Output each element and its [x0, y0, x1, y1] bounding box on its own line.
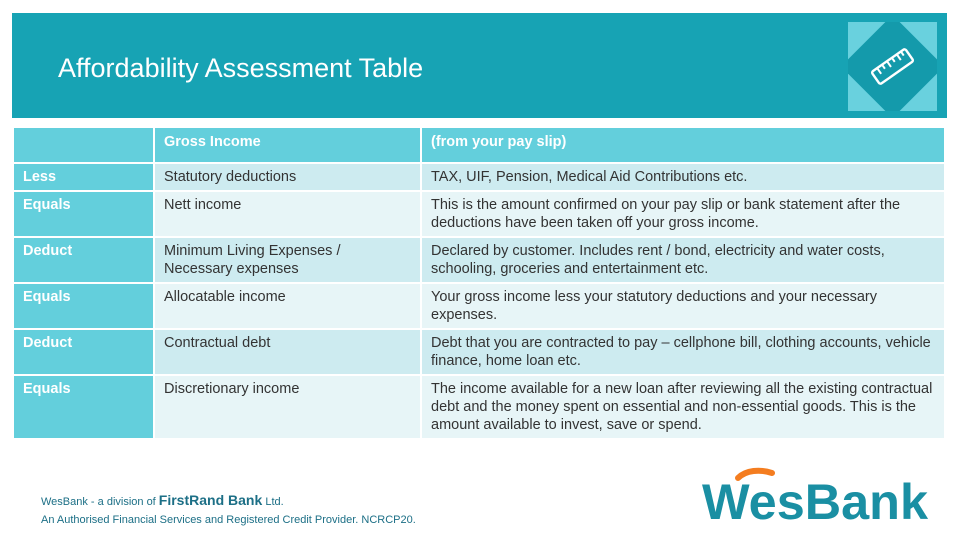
footer-disclaimer: [41, 491, 416, 529]
row-label: Less: [14, 163, 154, 191]
row-description: The income available for a new loan after reviewing all the existing contractual debt and the money spent on essential and non-essential goods. This is the amount available to invest, save or spend.: [421, 375, 945, 439]
row-description: Declared by customer. Includes rent / bond, electricity and water costs, schooling, groceries and entertainment etc.: [421, 237, 945, 283]
ruler-icon: [866, 40, 919, 93]
row-item: Contractual debt: [154, 329, 421, 375]
footer-prefix: WesBank - a division of: [41, 496, 159, 508]
column-header: Gross Income: [154, 128, 421, 163]
table-header-row: [14, 128, 945, 163]
row-description: This is the amount confirmed on your pay slip or bank statement after the deductions have been taken off your gross income.: [421, 191, 945, 237]
row-label: Equals: [14, 191, 154, 237]
page-title: Affordability Assessment Table: [58, 53, 424, 83]
table-row: [14, 237, 945, 283]
row-description: TAX, UIF, Pension, Medical Aid Contributions etc.: [421, 163, 945, 191]
row-label: Equals: [14, 283, 154, 329]
row-description: Debt that you are contracted to pay – cellphone bill, clothing accounts, vehicle finance, home loan etc.: [421, 329, 945, 375]
footer-line-1: [41, 491, 416, 511]
row-item: Allocatable income: [154, 283, 421, 329]
column-header: [14, 128, 154, 163]
row-label: Deduct: [14, 237, 154, 283]
affordability-table: [14, 128, 946, 440]
column-header: (from your pay slip): [421, 128, 945, 163]
row-item: Discretionary income: [154, 375, 421, 439]
wesbank-logo: [700, 466, 930, 526]
logo-wordmark: WesBank: [702, 474, 929, 526]
table-row: [14, 375, 945, 439]
row-description: Your gross income less your statutory deductions and your necessary expenses.: [421, 283, 945, 329]
table-row: [14, 163, 945, 191]
table-row: [14, 283, 945, 329]
table-row: [14, 191, 945, 237]
header-banner: [12, 13, 947, 118]
row-label: Equals: [14, 375, 154, 439]
footer-brand: FirstRand Bank: [158, 492, 263, 508]
row-item: Minimum Living Expenses / Necessary expenses: [154, 237, 421, 283]
header-badge: [848, 22, 937, 111]
row-label: Deduct: [14, 329, 154, 375]
row-item: Statutory deductions: [154, 163, 421, 191]
footer-line-2: An Authorised Financial Services and Registered Credit Provider. NCRCP20.: [41, 514, 416, 526]
row-item: Nett income: [154, 191, 421, 237]
footer-suffix: Ltd.: [262, 496, 284, 508]
table-row: [14, 329, 945, 375]
